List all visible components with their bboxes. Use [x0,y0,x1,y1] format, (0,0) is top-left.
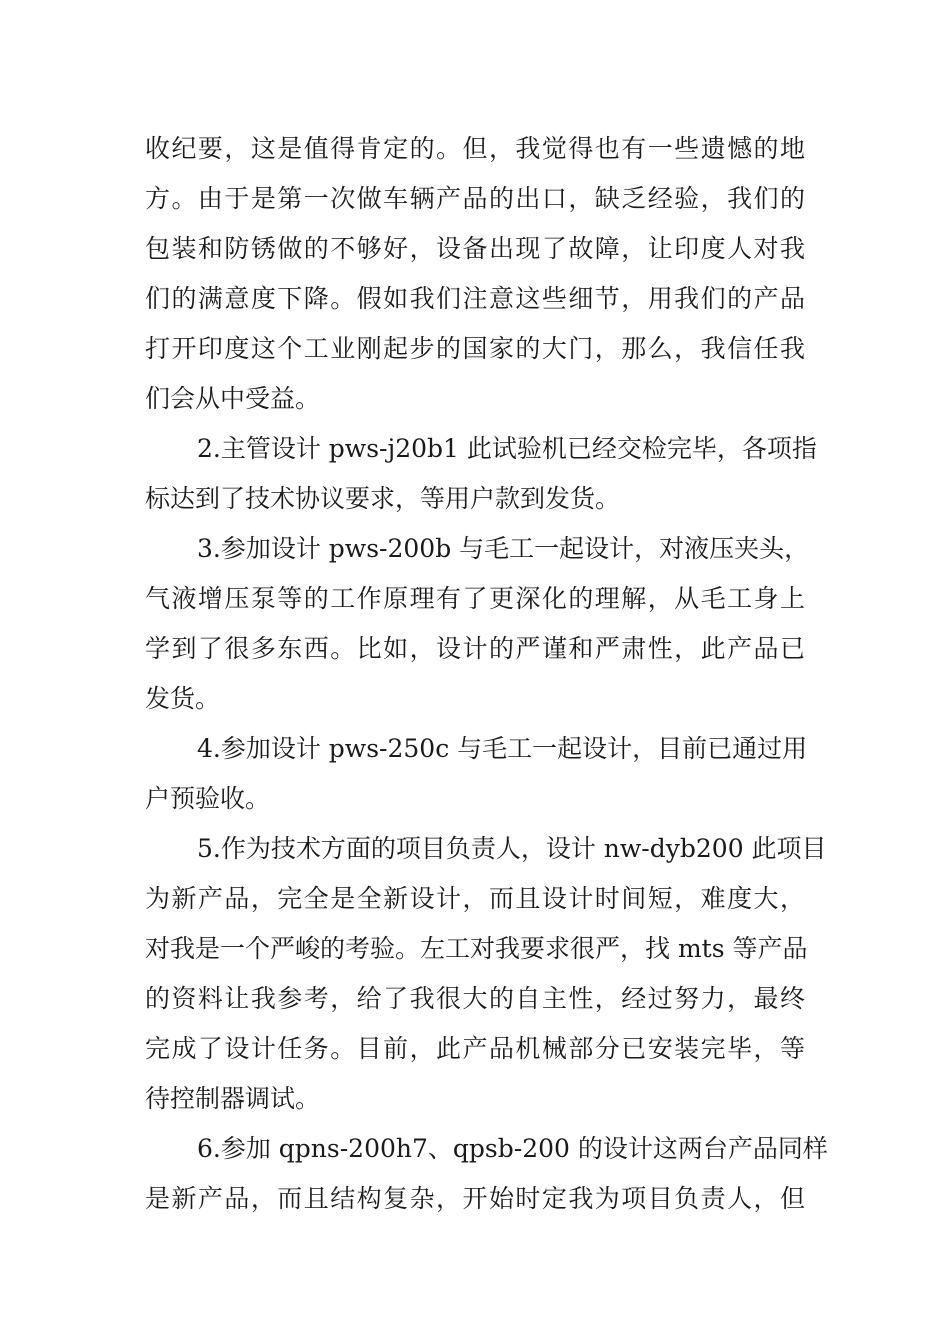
text-line: 对我是一个严峻的考验。左工对我要求很严，找 mts 等产品 [145,934,808,963]
text-line: 户预验收。 [145,784,271,813]
text-line: 4.参加设计 pws-250c 与毛工一起设计，目前已通过用 [197,734,808,763]
paragraph-3 [145,524,810,724]
text-line: 标达到了技术协议要求，等用户款到发货。 [145,484,621,513]
text-line: 们会从中受益。 [145,384,321,413]
text-line: 5.作为技术方面的项目负责人，设计 nw-dyb200 此项目 [197,834,827,863]
paragraph-4 [145,724,808,824]
text-line: 发货。 [145,684,221,713]
text-line: 为新产品，完全是全新设计，而且设计时间短，难度大， [145,884,805,913]
text-line: 包装和防锈做的不够好，设备出现了故障，让印度人对我 [145,234,805,263]
paragraph-2 [145,424,817,524]
paragraph-6 [145,1124,828,1224]
text-line: 的资料让我参考，给了我很大的自主性，经过努力，最终 [145,984,805,1013]
paragraph-5 [145,824,827,1124]
text-line: 学到了很多东西。比如，设计的严谨和严肃性，此产品已 [145,634,805,663]
text-line: 6.参加 qpns-200h7、qpsb-200 的设计这两台产品同样 [197,1134,828,1163]
text-line: 方。由于是第一次做车辆产品的出口，缺乏经验，我们的 [145,184,805,213]
text-line: 打开印度这个工业刚起步的国家的大门，那么，我信任我 [145,334,805,363]
text-line: 气液增压泵等的工作原理有了更深化的理解，从毛工身上 [145,584,805,613]
text-line: 是新产品，而且结构复杂，开始时定我为项目负责人，但 [145,1184,805,1213]
text-line: 完成了设计任务。目前，此产品机械部分已安装完毕，等 [145,1034,805,1063]
document-page [145,124,828,1224]
text-line: 们的满意度下降。假如我们注意这些细节，用我们的产品 [145,284,805,313]
paragraph-1 [145,124,805,424]
text-line: 2.主管设计 pws-j20b1 此试验机已经交检完毕，各项指 [197,434,817,463]
text-line: 3.参加设计 pws-200b 与毛工一起设计，对液压夹头， [197,534,810,563]
text-line: 待控制器调试。 [145,1084,321,1113]
text-line: 收纪要，这是值得肯定的。但，我觉得也有一些遗憾的地 [145,134,805,163]
